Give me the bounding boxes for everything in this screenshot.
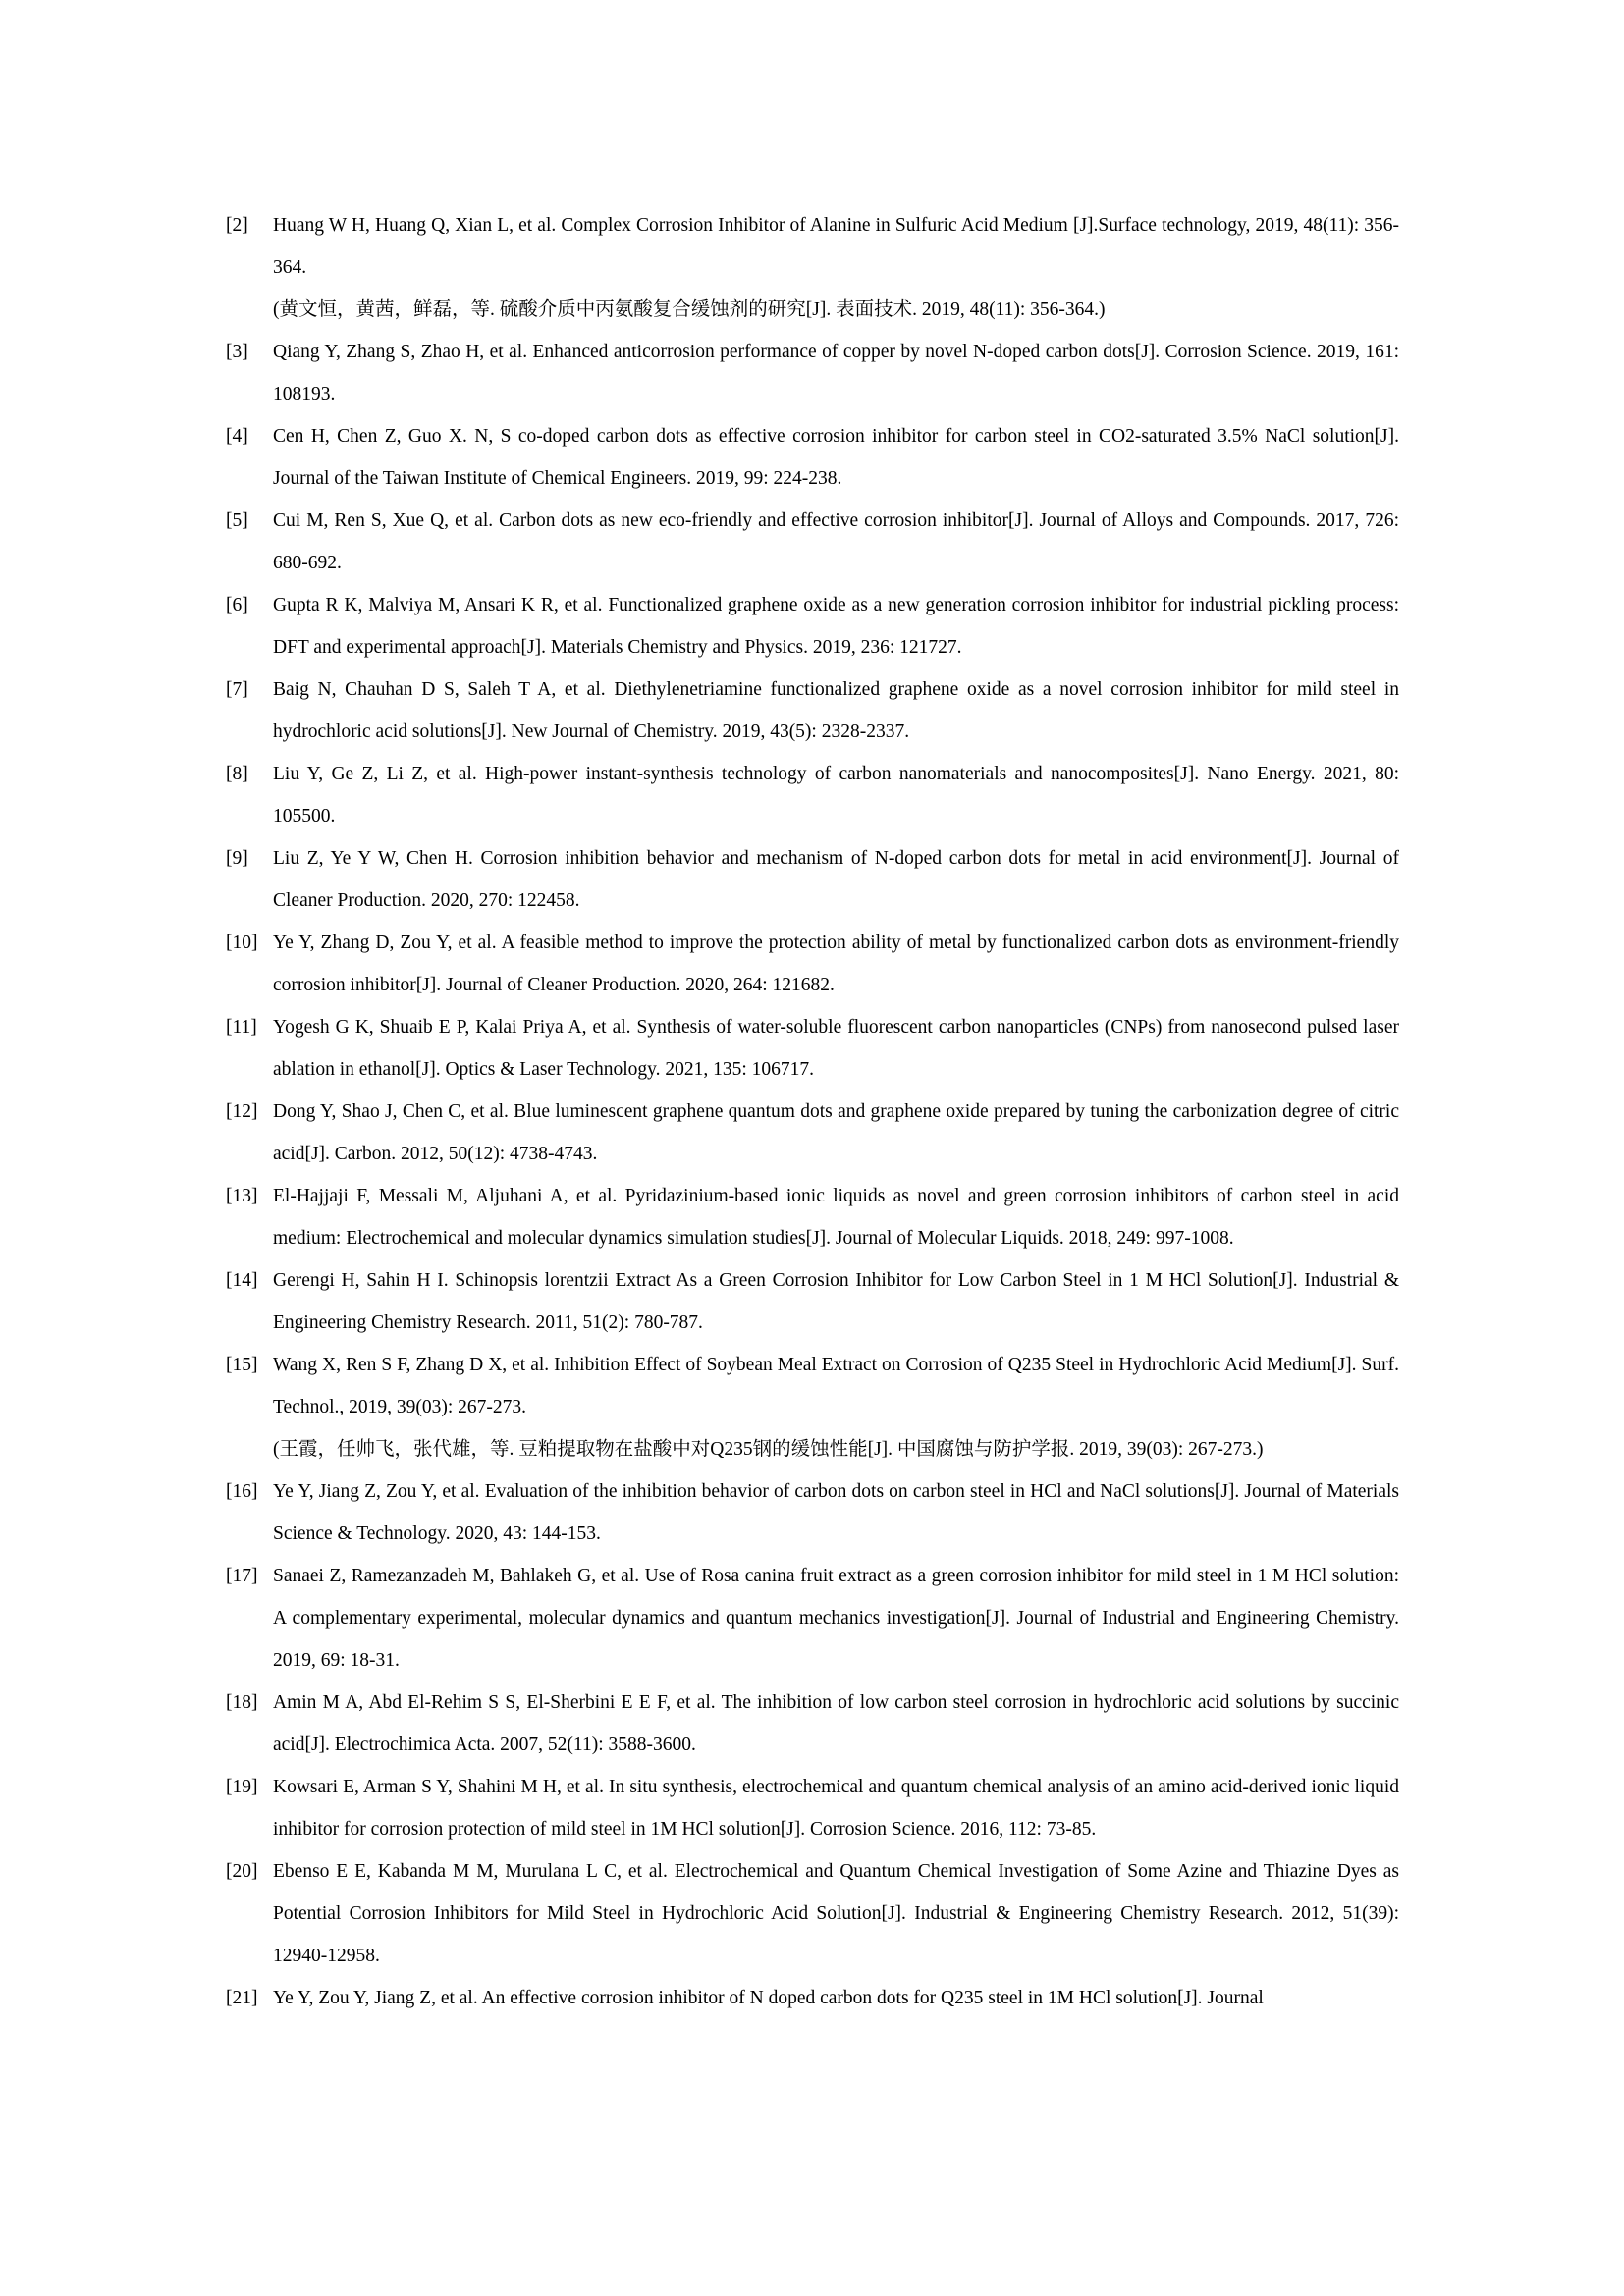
reference-body: [273, 1259, 1399, 1344]
reference-text: Dong Y, Shao J, Chen C, et al. Blue luminescent graphene quantum dots and graphene oxide prepared by tuning the carbonization degree of citric acid[J]. Carbon. 2012, 50(12): 4738-4743.: [273, 1101, 1399, 1164]
reference-number: [18]: [226, 1692, 258, 1713]
reference-text: Liu Y, Ge Z, Li Z, et al. High-power instant-synthesis technology of carbon nanomaterials and nanocomposites[J]. Nano Energy. 2021, 80: 105500.: [273, 764, 1399, 827]
reference-item: [226, 415, 1399, 500]
reference-number: [10]: [226, 933, 258, 953]
reference-item: [226, 1259, 1399, 1344]
reference-text: Yogesh G K, Shuaib E P, Kalai Priya A, et al. Synthesis of water-soluble fluorescent carbon nanoparticles (CNPs) from nanosecond pulsed laser ablation in ethanol[J]. Optics & Laser Technology. 2021, 135: 106717.: [273, 1017, 1399, 1080]
reference-item: [226, 1175, 1399, 1259]
reference-number: [5]: [226, 510, 248, 531]
reference-item: [226, 1766, 1399, 1850]
reference-body: [273, 1555, 1399, 1682]
reference-body: [273, 1682, 1399, 1766]
reference-body: [273, 584, 1399, 668]
reference-number: [15]: [226, 1355, 258, 1375]
reference-number: [21]: [226, 1988, 258, 2008]
reference-item: [226, 1091, 1399, 1175]
reference-body: [273, 1006, 1399, 1091]
reference-text: Cui M, Ren S, Xue Q, et al. Carbon dots as new eco-friendly and effective corrosion inhibitor[J]. Journal of Alloys and Compounds. 2017, 726: 680-692.: [273, 510, 1399, 573]
reference-body: [273, 331, 1399, 415]
reference-translation-note: (黄文恒，黄茜，鲜磊，等. 硫酸介质中丙氨酸复合缓蚀剂的研究[J]. 表面技术. 2019, 48(11): 356-364.): [273, 299, 1106, 320]
reference-text: Ye Y, Jiang Z, Zou Y, et al. Evaluation of the inhibition behavior of carbon dots on carbon steel in HCl and NaCl solutions[J]. Journal of Materials Science & Technology. 2020, 43: 144-153.: [273, 1481, 1399, 1544]
reference-body: [273, 1344, 1399, 1470]
reference-number: [19]: [226, 1777, 258, 1797]
reference-number: [13]: [226, 1186, 258, 1206]
reference-translation-note: (王霞，任帅飞，张代雄，等. 豆粕提取物在盐酸中对Q235钢的缓蚀性能[J]. 中国腐蚀与防护学报. 2019, 39(03): 267-273.): [273, 1439, 1264, 1460]
reference-text: Qiang Y, Zhang S, Zhao H, et al. Enhanced anticorrosion performance of copper by novel N-doped carbon dots[J]. Corrosion Science. 2019, 161: 108193.: [273, 342, 1399, 404]
reference-body: [273, 1470, 1399, 1555]
reference-text: Baig N, Chauhan D S, Saleh T A, et al. Diethylenetriamine functionalized graphene oxide as a novel corrosion inhibitor for mild steel in hydrochloric acid solutions[J]. New Journal of Chemistry. 2019, 43(5): 2328-2337.: [273, 679, 1399, 742]
reference-number: [9]: [226, 848, 248, 869]
reference-item: [226, 500, 1399, 584]
reference-number: [3]: [226, 342, 248, 362]
reference-item: [226, 837, 1399, 922]
reference-item: [226, 1977, 1399, 2019]
reference-text: Gerengi H, Sahin H I. Schinopsis lorentzii Extract As a Green Corrosion Inhibitor for Low Carbon Steel in 1 M HCl Solution[J]. Industrial & Engineering Chemistry Research. 2011, 51(2): 780-787.: [273, 1270, 1399, 1333]
reference-item: [226, 1555, 1399, 1682]
reference-item: [226, 1006, 1399, 1091]
reference-item: [226, 331, 1399, 415]
reference-text: Huang W H, Huang Q, Xian L, et al. Complex Corrosion Inhibitor of Alanine in Sulfuric Acid Medium [J].Surface technology, 2019, 48(11): 356-364.: [273, 215, 1399, 278]
reference-text: Amin M A, Abd El-Rehim S S, El-Sherbini E E F, et al. The inhibition of low carbon steel corrosion in hydrochloric acid solutions by succinic acid[J]. Electrochimica Acta. 2007, 52(11): 3588-3600.: [273, 1692, 1399, 1755]
reference-number: [2]: [226, 215, 248, 236]
reference-body: [273, 668, 1399, 753]
reference-number: [11]: [226, 1017, 257, 1038]
reference-text: Gupta R K, Malviya M, Ansari K R, et al. Functionalized graphene oxide as a new generation corrosion inhibitor for industrial pickling process: DFT and experimental approach[J]. Materials Chemistry and Physics. 2019, 236: 121727.: [273, 595, 1399, 658]
reference-number: [6]: [226, 595, 248, 615]
reference-body: [273, 1766, 1399, 1850]
reference-item: [226, 1682, 1399, 1766]
reference-item: [226, 668, 1399, 753]
reference-body: [273, 1850, 1399, 1977]
reference-item: [226, 753, 1399, 837]
reference-text: Liu Z, Ye Y W, Chen H. Corrosion inhibition behavior and mechanism of N-doped carbon dots for metal in acid environment[J]. Journal of Cleaner Production. 2020, 270: 122458.: [273, 848, 1399, 911]
reference-number: [4]: [226, 426, 248, 447]
reference-body: [273, 753, 1399, 837]
reference-text: Wang X, Ren S F, Zhang D X, et al. Inhibition Effect of Soybean Meal Extract on Corrosion of Q235 Steel in Hydrochloric Acid Medium[J]. Surf. Technol., 2019, 39(03): 267-273.: [273, 1355, 1399, 1417]
reference-number: [12]: [226, 1101, 258, 1122]
reference-item: [226, 204, 1399, 331]
reference-text: El-Hajjaji F, Messali M, Aljuhani A, et al. Pyridazinium-based ionic liquids as novel and green corrosion inhibitors of carbon steel in acid medium: Electrochemical and molecular dynamics simulation studies[J]. Journal of Molecular Liquids. 2018, 249: 997-1008.: [273, 1186, 1399, 1249]
reference-number: [8]: [226, 764, 248, 784]
references-list: [226, 204, 1399, 2019]
reference-text: Sanaei Z, Ramezanzadeh M, Bahlakeh G, et al. Use of Rosa canina fruit extract as a green corrosion inhibitor for mild steel in 1 M HCl solution: A complementary experimental, molecular dynamics and quantum mechanics investigation[J]. Journal of Industrial and Engineering Chemistry. 2019, 69: 18-31.: [273, 1566, 1399, 1671]
reference-text: Ye Y, Zhang D, Zou Y, et al. A feasible method to improve the protection ability of metal by functionalized carbon dots as environment-friendly corrosion inhibitor[J]. Journal of Cleaner Production. 2020, 264: 121682.: [273, 933, 1399, 995]
reference-text: Ye Y, Zou Y, Jiang Z, et al. An effective corrosion inhibitor of N doped carbon dots for Q235 steel in 1M HCl solution[J]. Journal: [273, 1988, 1264, 2008]
reference-body: [273, 1175, 1399, 1259]
reference-text: Ebenso E E, Kabanda M M, Murulana L C, et al. Electrochemical and Quantum Chemical Investigation of Some Azine and Thiazine Dyes as Potential Corrosion Inhibitors for Mild Steel in Hydrochloric Acid Solution[J]. Industrial & Engineering Chemistry Research. 2012, 51(39): 12940-12958.: [273, 1861, 1399, 1966]
reference-body: [273, 1977, 1399, 2019]
reference-item: [226, 1850, 1399, 1977]
reference-number: [14]: [226, 1270, 258, 1291]
reference-body: [273, 837, 1399, 922]
reference-number: [7]: [226, 679, 248, 700]
reference-number: [20]: [226, 1861, 258, 1882]
reference-item: [226, 922, 1399, 1006]
reference-body: [273, 500, 1399, 584]
reference-text: Cen H, Chen Z, Guo X. N, S co-doped carbon dots as effective corrosion inhibitor for carbon steel in CO2-saturated 3.5% NaCl solution[J]. Journal of the Taiwan Institute of Chemical Engineers. 2019, 99: 224-238.: [273, 426, 1399, 489]
reference-body: [273, 922, 1399, 1006]
reference-body: [273, 204, 1399, 331]
reference-item: [226, 584, 1399, 668]
reference-number: [16]: [226, 1481, 258, 1502]
reference-number: [17]: [226, 1566, 258, 1586]
reference-item: [226, 1344, 1399, 1470]
reference-body: [273, 415, 1399, 500]
reference-text: Kowsari E, Arman S Y, Shahini M H, et al. In situ synthesis, electrochemical and quantum chemical analysis of an amino acid-derived ionic liquid inhibitor for corrosion protection of mild steel in 1M HCl solution[J]. Corrosion Science. 2016, 112: 73-85.: [273, 1777, 1399, 1840]
reference-item: [226, 1470, 1399, 1555]
reference-body: [273, 1091, 1399, 1175]
